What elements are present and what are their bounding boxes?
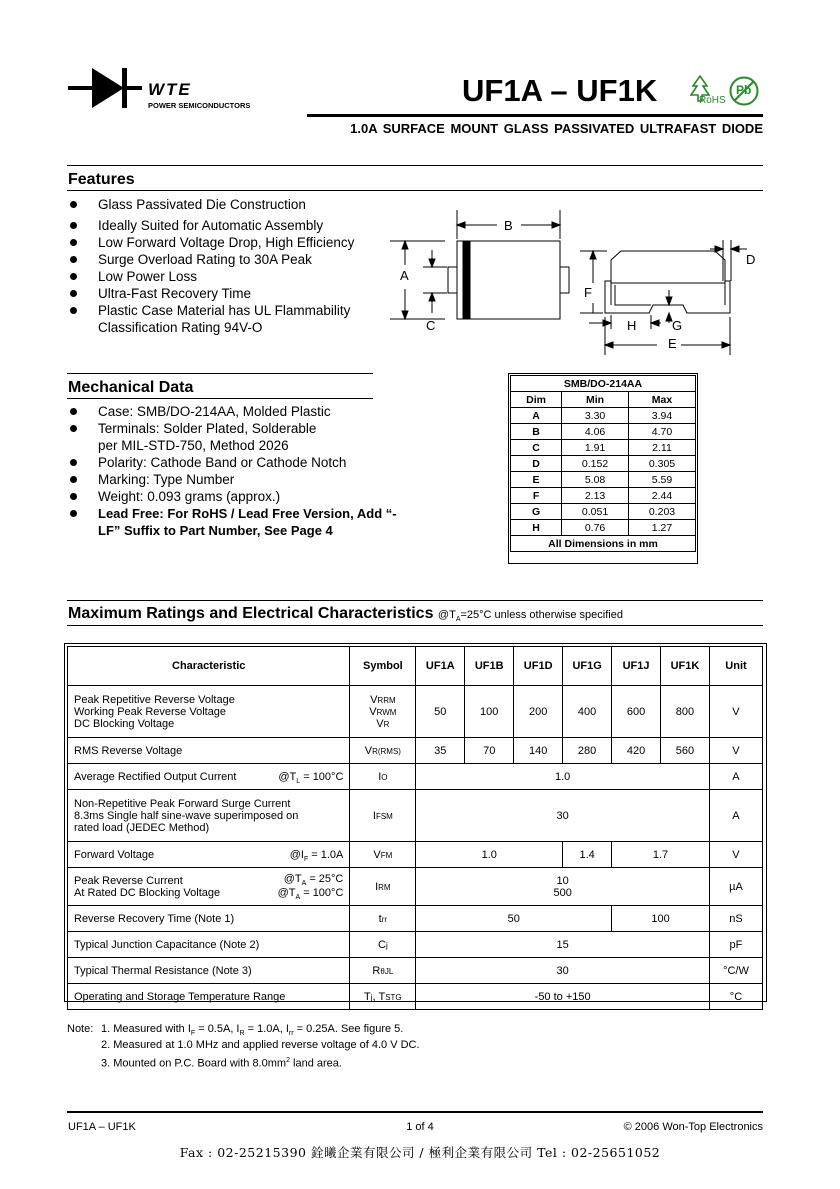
feature-item: Glass Passivated Die Construction [68, 196, 388, 213]
characteristic-cell: Typical Junction Capacitance (Note 2) [68, 932, 350, 958]
page-number: 1 of 4 [406, 1121, 434, 1133]
ratings-header-row [68, 647, 763, 686]
notes [67, 1021, 420, 1072]
rohs-label: RoHS [699, 95, 726, 106]
dim-label-b: B [504, 218, 513, 233]
value-cell: 1.4 [563, 842, 612, 868]
characteristic-cell: Forward Voltage $@I_F = 1.0A$ [68, 842, 350, 868]
table-row [68, 764, 763, 790]
footer-copyright: © 2006 Won-Top Electronics [623, 1121, 763, 1133]
value-cell: 30 [416, 958, 710, 984]
dim-cell: 0.76 [562, 520, 629, 536]
symbol-cell: RθJL [350, 958, 416, 984]
feature-item: Plastic Case Material has UL Flammability Classification Rating 94V-O [68, 302, 388, 336]
mech-item: Case: SMB/DO-214AA, Molded Plastic [68, 403, 413, 420]
mech-bottom-rule [67, 398, 373, 399]
characteristic-cell [68, 686, 350, 738]
col-header: UF1G [563, 647, 612, 686]
table-row [68, 842, 763, 868]
characteristic-cell: Non-Repetitive Peak Forward Surge Current 8.3ms Single half sine-wave superimposed on rated load (JEDEC Method) [68, 790, 350, 842]
value-cell: 1.0 [416, 842, 563, 868]
ratings-top-rule [67, 600, 763, 601]
symbol-cell: Cj [350, 932, 416, 958]
dim-cell: E [511, 472, 562, 488]
features-list [68, 196, 388, 336]
ratings-title: Maximum Ratings and Electrical Characteristics [68, 605, 434, 622]
symbol-cell: Tj, TSTG [350, 984, 416, 1010]
dim-cell: F [511, 488, 562, 504]
unit-cell: V [709, 686, 762, 738]
characteristic-cell: Average Rectified Output Current $@T_L = 100^\circ C$ [68, 764, 350, 790]
dim-cell: A [511, 408, 562, 424]
char-line: DC Blocking Voltage [74, 717, 175, 730]
dim-table-footer: All Dimensions in mm [511, 536, 696, 552]
dim-cell: 2.44 [628, 488, 695, 504]
table-row [68, 932, 763, 958]
dim-label-d: D [746, 252, 756, 267]
table-row [68, 868, 763, 906]
dimension-table [510, 375, 696, 552]
col-header: UF1J [612, 647, 661, 686]
value-cell: -50 to +150 [416, 984, 710, 1010]
table-row [68, 738, 763, 764]
brand-name: WTE [148, 80, 192, 99]
table-row [68, 790, 763, 842]
value-cell: 10 500 [416, 868, 710, 906]
dim-cell: 3.30 [562, 408, 629, 424]
part-title: UF1A – UF1K [462, 73, 658, 108]
dim-label-e: E [668, 336, 677, 351]
table-row [511, 472, 696, 488]
dim-table-title: SMB/DO-214AA [511, 376, 696, 392]
value-cell: 1.7 [612, 842, 710, 868]
dim-cell: 5.59 [628, 472, 695, 488]
ratings-bottom-rule [67, 625, 763, 626]
mech-item: Terminals: Solder Plated, Solderable per MIL-STD-750, Method 2026 [68, 420, 338, 454]
symbol-cell: IO [350, 764, 416, 790]
dim-cell: 1.27 [628, 520, 695, 536]
value-cell: 560 [661, 738, 710, 764]
dim-cell: B [511, 424, 562, 440]
table-row [68, 958, 763, 984]
value-cell: 1.0 [416, 764, 710, 790]
dim-cell: 0.305 [628, 456, 695, 472]
mech-top-rule [67, 373, 373, 374]
value-cell: 35 [416, 738, 465, 764]
note-3: 3. Mounted on P.C. Board with $8.0mm^2$ land area. [101, 1057, 342, 1070]
feature-item: Surge Overload Rating to 30A Peak [68, 251, 388, 268]
dim-cell: G [511, 504, 562, 520]
col-header: UF1A [416, 647, 465, 686]
note-1: 1. Measured with $I_F = 0.5A$, $I_R = 1.0A$, $I_{rr} = 0.25A$. See figure 5. [101, 1023, 404, 1038]
dim-cell: 2.11 [628, 440, 695, 456]
characteristic-cell: RMS Reverse Voltage [68, 738, 350, 764]
table-row [511, 488, 696, 504]
dim-label-g: G [672, 318, 683, 333]
mech-title: Mechanical Data [68, 379, 194, 396]
table-row [511, 504, 696, 520]
value-cell: 140 [514, 738, 563, 764]
col-header: UF1B [465, 647, 514, 686]
dim-cell: 4.06 [562, 424, 629, 440]
note-2: 2. Measured at 1.0 MHz and applied reverse voltage of 4.0 V DC. [101, 1039, 420, 1051]
unit-cell: pF [709, 932, 762, 958]
value-cell: 280 [563, 738, 612, 764]
dim-col-header: Dim [511, 392, 562, 408]
dim-label-h: H [627, 318, 637, 333]
feature-item: Low Forward Voltage Drop, High Efficiency [68, 234, 388, 251]
features-bottom-rule [67, 190, 763, 191]
value-cell: 70 [465, 738, 514, 764]
unit-cell: °C [709, 984, 762, 1010]
unit-cell: µA [709, 868, 762, 906]
dim-cell: 2.13 [562, 488, 629, 504]
col-header: Symbol [350, 647, 416, 686]
value-cell: 15 [416, 932, 710, 958]
dim-cell: 0.152 [562, 456, 629, 472]
mech-item-lead-free: Lead Free: For RoHS / Lead Free Version, Add “-LF” Suffix to Part Number, See Page 4 [68, 505, 408, 539]
mech-item: Marking: Type Number [68, 471, 413, 488]
dim-label-c: C [426, 318, 436, 333]
footer-part: UF1A – UF1K [68, 1121, 136, 1133]
char-line: Working Peak Reverse Voltage [74, 705, 227, 718]
table-row [68, 984, 763, 1010]
symbol-cell: VR(RMS) [350, 738, 416, 764]
value-cell: 420 [612, 738, 661, 764]
feature-item: Ultra-Fast Recovery Time [68, 285, 388, 302]
unit-cell: V [709, 738, 762, 764]
dim-cell: 0.203 [628, 504, 695, 520]
dim-cell: 1.91 [562, 440, 629, 456]
notes-label: Note: [67, 1023, 94, 1035]
symbol-cell: IFSM [350, 790, 416, 842]
dim-cell: H [511, 520, 562, 536]
value-cell: 50 [416, 686, 465, 738]
unit-cell: A [709, 764, 762, 790]
unit-cell: °C/W [709, 958, 762, 984]
ratings-conditions: $@T_A=25^\circ C$ unless otherwise specified [437, 609, 623, 624]
dim-cell: 5.08 [562, 472, 629, 488]
dim-col-header: Min [562, 392, 629, 408]
table-row [68, 906, 763, 932]
value-cell: 600 [612, 686, 661, 738]
feature-item: Low Power Loss [68, 268, 388, 285]
dim-cell: D [511, 456, 562, 472]
table-row [511, 408, 696, 424]
char-line: Peak Repetitive Reverse Voltage [74, 693, 235, 706]
footer-rule [67, 1111, 763, 1113]
dim-cell: C [511, 440, 562, 456]
value-cell: 100 [465, 686, 514, 738]
value-cell: 800 [661, 686, 710, 738]
features-title: Features [68, 171, 135, 188]
unit-cell: nS [709, 906, 762, 932]
characteristic-cell: Typical Thermal Resistance (Note 3) [68, 958, 350, 984]
symbol-cell: VRRM VRWM VR [350, 686, 416, 738]
mech-item: Weight: 0.093 grams (approx.) [68, 488, 413, 505]
table-row [511, 520, 696, 536]
col-header: UF1K [661, 647, 710, 686]
characteristic-cell: Reverse Recovery Time (Note 1) [68, 906, 350, 932]
col-header: Unit [709, 647, 762, 686]
value-cell: 50 [416, 906, 612, 932]
pb-label: Pb [736, 83, 752, 97]
value-cell: 200 [514, 686, 563, 738]
value-cell: 100 [612, 906, 710, 932]
ratings-heading [68, 605, 623, 623]
feature-item: Ideally Suited for Automatic Assembly [68, 217, 388, 234]
table-row [511, 440, 696, 456]
value-cell: 400 [563, 686, 612, 738]
symbol-cell: trr [350, 906, 416, 932]
unit-cell: A [709, 790, 762, 842]
mechanical-list [68, 403, 413, 539]
header-rule [307, 114, 763, 117]
dim-col-header: Max [628, 392, 695, 408]
brand-subtitle: POWER SEMICONDUCTORS [148, 101, 251, 110]
unit-cell: V [709, 842, 762, 868]
table-row [511, 424, 696, 440]
fax-line: Fax : 02-25215390 銓曦企業有限公司 / 極利企業有限公司 Tel : 02-25651052 [179, 1145, 661, 1160]
table-row [68, 686, 763, 738]
characteristic-cell: Peak Reverse Current At Rated DC Blocking Voltage $@T_A = 25^\circ C$ $@T_A = 100^\circ C$ [68, 868, 350, 906]
dim-cell: 3.94 [628, 408, 695, 424]
dim-cell: 4.70 [628, 424, 695, 440]
ratings-table [67, 646, 763, 1010]
features-top-rule [67, 165, 763, 166]
symbol-cell: VFM [350, 842, 416, 868]
package-outline-diagram [385, 205, 775, 365]
value-cell: 30 [416, 790, 710, 842]
characteristic-cell: Operating and Storage Temperature Range [68, 984, 350, 1010]
dim-label-f: F [584, 285, 592, 300]
symbol-cell: IRM [350, 868, 416, 906]
mech-item: Polarity: Cathode Band or Cathode Notch [68, 454, 413, 471]
col-header: Characteristic [68, 647, 350, 686]
dim-label-a: A [400, 268, 409, 283]
col-header: UF1D [514, 647, 563, 686]
dim-cell: 0.051 [562, 504, 629, 520]
table-row [511, 456, 696, 472]
part-subtitle: 1.0A SURFACE MOUNT GLASS PASSIVATED ULTRAFAST DIODE [350, 121, 763, 136]
